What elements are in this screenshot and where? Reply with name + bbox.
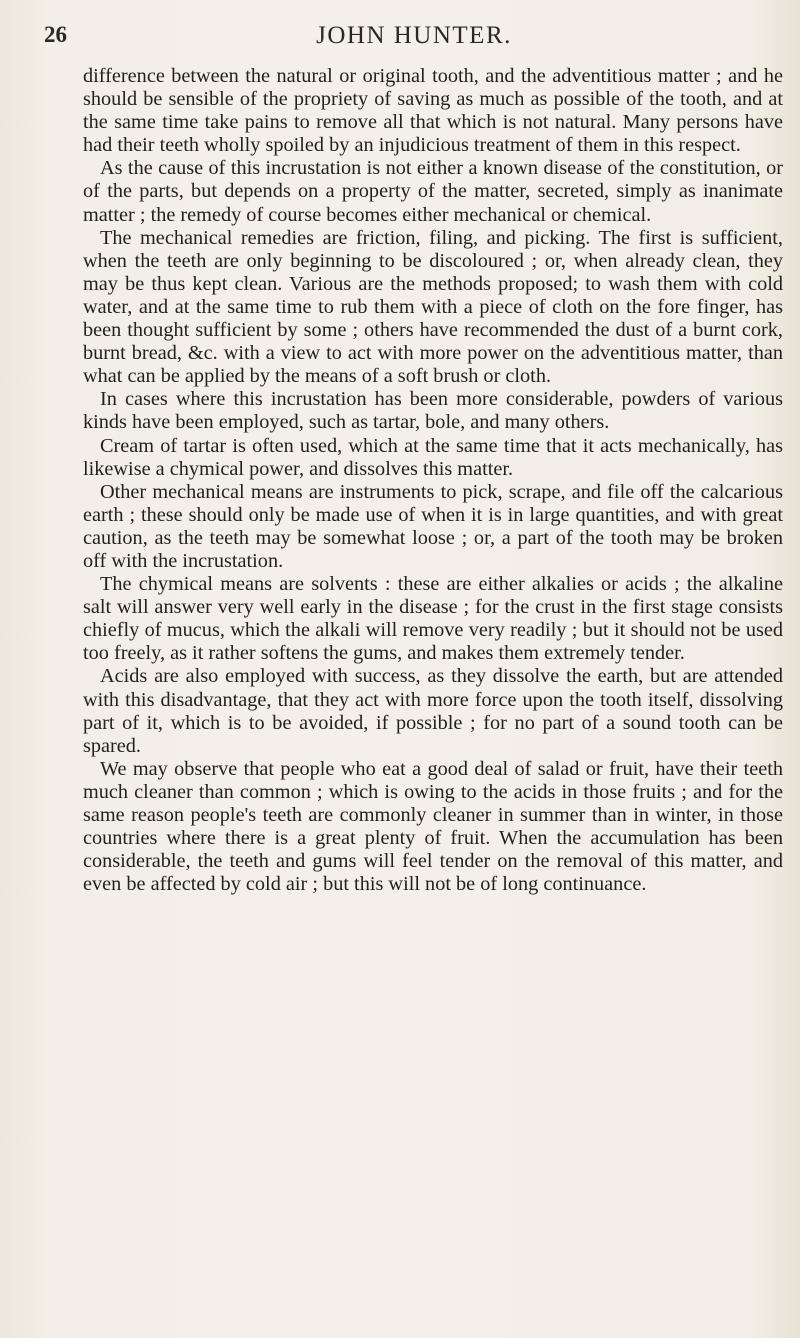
paragraph-3: The mechanical remedies are friction, filing, and picking. The first is sufficient, when the teeth are only beginning to be discoloured ; or, when already clean, they may be thus kept clean. Various are the methods proposed; to wash them with cold water, and at the same time to rub them with a piece of cloth on the fore finger, has been thought sufficient by some ; others have recommended the dust of a burnt cork, burnt bread, &c. with a view to act with more power on the adventitious matter, than what can be applied by the means of a soft brush or cloth.	[83, 226, 783, 388]
paragraph-7: The chymical means are solvents : these are either alkalies or acids ; the alkaline salt will answer very well early in the disease ; for the crust in the first stage consists chiefly of mucus, which the alkali will remove very readily ; but it should not be used too freely, as it rather softens the gums, and makes them extremely tender.	[83, 573, 783, 665]
paragraph-4: In cases where this incrustation has been more considerable, powders of various kinds have been employed, such as tartar, bole, and many others.	[83, 388, 783, 434]
paragraph-5: Cream of tartar is often used, which at the same time that it acts mechanically, has likewise a chymical power, and dissolves this matter.	[83, 434, 783, 480]
page-header	[44, 22, 784, 52]
paragraph-2: As the cause of this incrustation is not either a known disease of the constitution, or of the parts, but depends on a property of the matter, secreted, simply as inanimate matter ; the remedy of course becomes either mechanical or chemical.	[83, 157, 783, 226]
paragraph-1: difference between the natural or original tooth, and the adventitious matter ; and he should be sensible of the propriety of saving as much as possible of the tooth, and at the same time take pains to remove all that which is not natural. Many persons have had their teeth wholly spoiled by an injudicious treatment of them in this respect.	[83, 65, 783, 157]
paragraph-8: Acids are also employed with success, as they dissolve the earth, but are attended with this disadvantage, that they act with more force upon the tooth itself, dissolving part of it, which is to be avoided, if possible ; for no part of a sound tooth can be spared.	[83, 665, 783, 757]
paragraph-9: We may observe that people who eat a good deal of salad or fruit, have their teeth much cleaner than common ; which is owing to the acids in those fruits ; and for the same reason people's teeth are commonly cleaner in summer than in winter, in those countries where there is a great plenty of fruit. When the accumulation has been considerable, the teeth and gums will feel tender on the removal of this matter, and even be affected by cold air ; but this will not be of long continuance.	[83, 757, 783, 896]
body-text	[83, 65, 783, 896]
paragraph-6: Other mechanical means are instruments to pick, scrape, and file off the calcarious earth ; these should only be made use of when it is in large quantities, and with great caution, as the teeth may be somewhat loose ; or, a part of the tooth may be broken off with the incrustation.	[83, 480, 783, 572]
running-head: JOHN HUNTER.	[316, 22, 512, 49]
page-number: 26	[44, 22, 67, 47]
